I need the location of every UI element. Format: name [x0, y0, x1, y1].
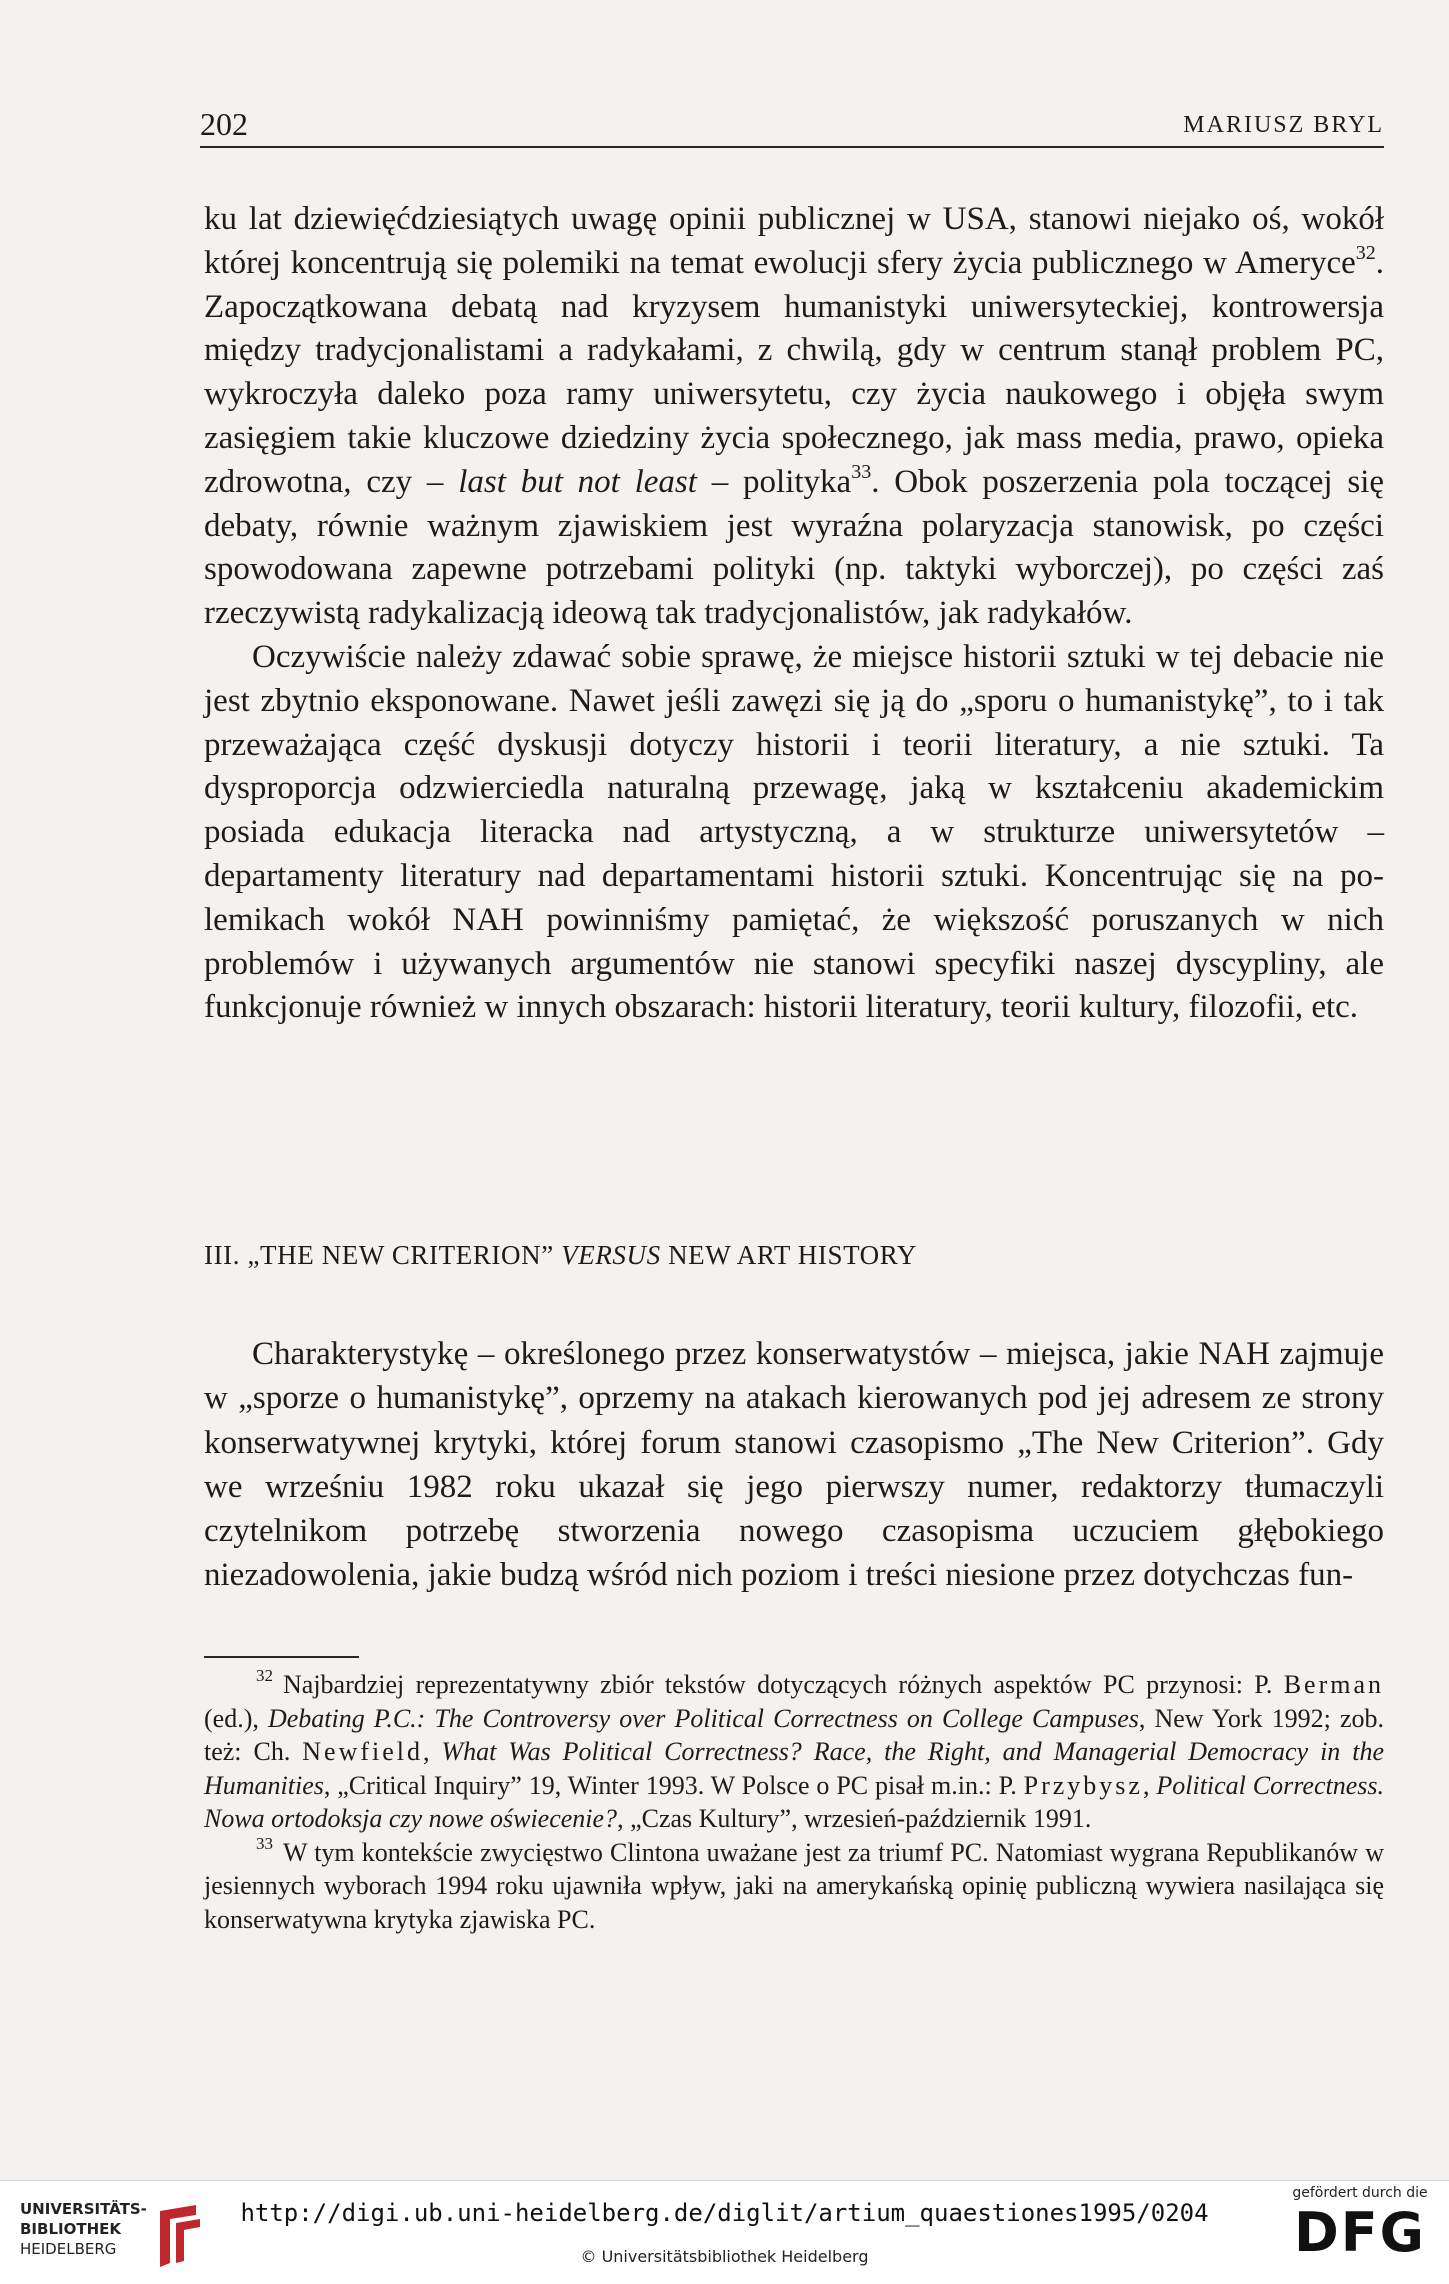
- footnote-32-number: 32: [256, 1666, 273, 1685]
- footnote-ref-32[interactable]: 32: [1355, 241, 1376, 264]
- paragraph-3: Charakterystykę – określonego przez konserwatystów – miejsca, jakie NAH zajmuje w „sporze o humanistykę”, oprzemy na atakach kierowanych pod jej adresem ze strony konserwatywnej krytyki, której forum stanowi czasopismo „The New Criterion”. Gdy we wrześniu 1982 roku ukazał się jego pierwszy numer, redaktorzy tłumaczyli czytelnikom potrzebę stworzenia nowego czasopisma uczuciem głębokiego niezadowolenia, jakie budzą wśród nich poziom i treści niesione przez dotychczas fun-: [204, 1336, 1384, 1594]
- footnotes: [204, 1668, 1384, 1936]
- paragraph-2: Oczywiście należy zdawać sobie sprawę, że miejsce historii sztuki w tej debacie nie jest zbytnio eksponowane. Nawet jeśli zawęzi się ją do „sporu o humanistykę”, to i tak przeważająca część dyskusji dotyczy historii i teorii literatury, a nie sztuki. Ta dysproporcja odzwierciedla naturalną przewagę, jaką w kształceniu akademickim posiada edukacja literacka nad artystyczną, a w strukturze uniwersytetów – departamenty literatury nad departamentami historii sztuki. Koncentrując się na polemikach wokół NAH powinniśmy pamiętać, że większość poruszanych w nich problemów i używanych argumentów nie stanowi specyfiki naszej dyscypliny, ale funkcjonuje również w innych obszarach: historii literatury, teorii kultury, filozofii, etc.: [204, 638, 1384, 1026]
- running-head: [200, 106, 1384, 148]
- running-head-author: MARIUSZ BRYL: [1183, 112, 1384, 138]
- library-logo[interactable]: UNIVERSITÄTS- BIBLIOTHEK HEIDELBERG: [20, 2195, 210, 2275]
- section-heading: III. „THE NEW CRITERION” VERSUS NEW ART HISTORY: [204, 1240, 917, 1270]
- dfg-logo: DFG: [1293, 2201, 1427, 2264]
- page-number: 202: [200, 106, 248, 142]
- main-text: [204, 198, 1384, 1030]
- document-url[interactable]: http://digi.ub.uni-heidelberg.de/diglit/artium_quaestiones1995/0204: [240, 2199, 1209, 2227]
- funder-caption: gefördert durch die: [1292, 2185, 1428, 2201]
- footnote-33-number: 33: [256, 1833, 273, 1853]
- paragraph-1: ku lat dziewięćdziesiątych uwagę opinii publicznej w USA, stanowi niejako oś, wokół której koncentrują się polemiki na temat ewolucji sfery życia publicznego w Ameryce$^{32}$. Zapoczątkowana debatą nad kryzysem humanistyki uniwersyteckiej, kontrowersja między tradycjonalistami a radykałami, z chwilą, gdy w centrum stanął problem PC, wykroczyła daleko poza ramy uniwersytetu, czy życia naukowego i objęła swym zasięgiem takie kluczowe dziedziny życia społecznego, jak mass media, prawo, opieka zdrowotna, czy – last but not least – polityka$^{33}$. Obok poszerzenia pola toczącej się debaty, równie ważnym zjawiskiem jest wyraźna polaryzacja stanowisk, po części spowodowana zapewne potrzebami polityki (np. taktyki wyborczej), po części zaś rzeczywistą radykalizacją ideową tak tradycjonalistów, jak radykałów.: [204, 201, 1385, 632]
- funder-badge[interactable]: [1285, 2185, 1435, 2265]
- copyright-notice: © Universitätsbibliothek Heidelberg: [580, 2247, 869, 2266]
- viewer-footer: [0, 2180, 1449, 2284]
- footnote-33: $^{33}$ W tym kontekście zwycięstwo Clintona uważane jest za triumf PC. Natomiast wygrana Republikanów w jesiennych wyborach 1994 roku ujawniła wpływ, jaki na amerykańską opinię publiczną wywiera nasilająca się konserwatywna krytyka zjawiska PC.: [204, 1833, 1384, 1934]
- footnote-divider: [204, 1656, 359, 1658]
- footnote-32: $^{32}$ Najbardziej reprezentatywny zbiór tekstów dotyczących różnych aspektów PC przynosi: P. Berman (ed.), Debating P.C.: The Controversy over Political Correctness on College Campuses, New York 1992; zob. też: Ch. Newfield, What Was Political Correctness? Race, the Right, and Managerial Democracy in the Humanities, „Critical Inquiry” 19, Winter 1993. W Polsce o PC pisał m.in.: P. Przybysz, Political Correctness. Nowa ortodoksja czy nowe oświecenie?, „Czas Kultury”, wrzesień-październik 1991.: [204, 1666, 1385, 1833]
- section-text: [204, 1332, 1384, 1598]
- footnote-ref-33[interactable]: 33: [851, 460, 872, 483]
